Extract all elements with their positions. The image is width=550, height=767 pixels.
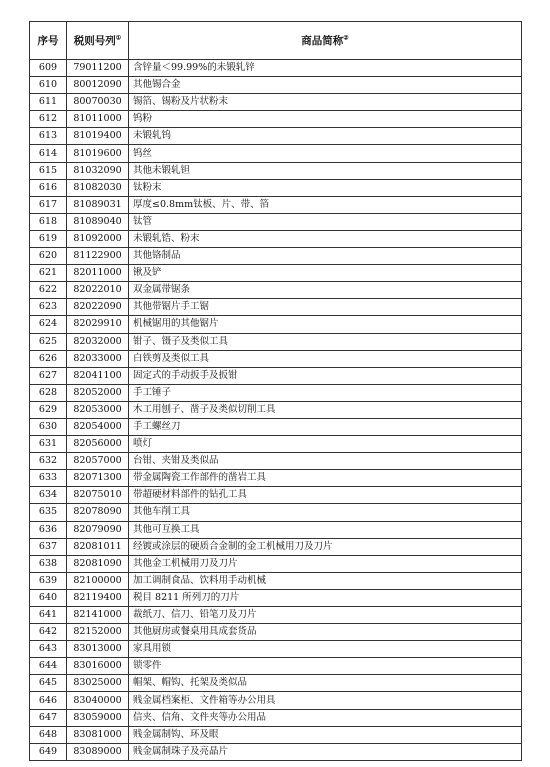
seq-cell: 620 [30, 248, 67, 265]
name-cell: 其他金工机械用刀及刀片 [129, 555, 522, 572]
table-row [30, 504, 522, 521]
table-row [30, 692, 522, 709]
name-cell: 手工锤子 [129, 384, 522, 401]
table-row [30, 128, 522, 145]
seq-cell: 613 [30, 128, 67, 145]
table-row [30, 179, 522, 196]
tariff-table-container [29, 21, 521, 761]
code-cell: 82022010 [67, 282, 129, 299]
header-row [30, 22, 522, 60]
table-row [30, 94, 522, 111]
header-code-note: ① [115, 34, 122, 42]
seq-cell: 619 [30, 230, 67, 247]
table-row [30, 282, 522, 299]
name-cell: 钳子、镊子及类似工具 [129, 333, 522, 350]
code-cell: 82079090 [67, 521, 129, 538]
name-cell: 加工调制食品、饮料用手动机械 [129, 572, 522, 589]
name-cell: 钛粉末 [129, 179, 522, 196]
table-row [30, 658, 522, 675]
code-cell: 81019400 [67, 128, 129, 145]
name-cell: 固定式的手动扳手及扳钳 [129, 367, 522, 384]
code-cell: 82141000 [67, 607, 129, 624]
table-row [30, 641, 522, 658]
code-cell: 79011200 [67, 60, 129, 77]
code-cell: 81032090 [67, 162, 129, 179]
seq-cell: 639 [30, 572, 67, 589]
code-cell: 83013000 [67, 641, 129, 658]
table-row [30, 453, 522, 470]
seq-cell: 641 [30, 607, 67, 624]
seq-cell: 621 [30, 265, 67, 282]
table-row [30, 196, 522, 213]
seq-cell: 629 [30, 401, 67, 418]
table-row [30, 248, 522, 265]
seq-cell: 611 [30, 94, 67, 111]
seq-cell: 614 [30, 145, 67, 162]
name-cell: 带金属陶瓷工作部件的凿岩工具 [129, 470, 522, 487]
seq-cell: 622 [30, 282, 67, 299]
code-cell: 83040000 [67, 692, 129, 709]
seq-cell: 646 [30, 692, 67, 709]
code-cell: 81092000 [67, 230, 129, 247]
table-row [30, 624, 522, 641]
code-cell: 83081000 [67, 726, 129, 743]
table-row [30, 111, 522, 128]
table-row [30, 572, 522, 589]
table-row [30, 709, 522, 726]
seq-cell: 616 [30, 179, 67, 196]
name-cell: 其他可互换工具 [129, 521, 522, 538]
code-cell: 82032000 [67, 333, 129, 350]
header-name-note: ② [343, 34, 349, 42]
name-cell: 税目 8211 所列刀的刀片 [129, 589, 522, 606]
seq-cell: 634 [30, 487, 67, 504]
name-cell: 贱金属制钩、环及眼 [129, 726, 522, 743]
table-row [30, 299, 522, 316]
code-cell: 82054000 [67, 418, 129, 435]
name-cell: 钨粉 [129, 111, 522, 128]
table-row [30, 436, 522, 453]
table-row [30, 726, 522, 743]
table-row [30, 470, 522, 487]
seq-cell: 647 [30, 709, 67, 726]
table-row [30, 607, 522, 624]
table-row [30, 60, 522, 77]
code-cell: 82119400 [67, 589, 129, 606]
header-code: 税则号列① [67, 22, 129, 60]
name-cell: 钨丝 [129, 145, 522, 162]
code-cell: 82056000 [67, 436, 129, 453]
name-cell: 贱金属档案柜、文件箱等办公用具 [129, 692, 522, 709]
seq-cell: 636 [30, 521, 67, 538]
name-cell: 其他锡合金 [129, 77, 522, 94]
name-cell: 未锻轧锆、粉末 [129, 230, 522, 247]
code-cell: 82075010 [67, 487, 129, 504]
code-cell: 82071300 [67, 470, 129, 487]
name-cell: 其他车削工具 [129, 504, 522, 521]
code-cell: 82033000 [67, 350, 129, 367]
code-cell: 82053000 [67, 401, 129, 418]
seq-cell: 649 [30, 743, 67, 760]
code-cell: 83089000 [67, 743, 129, 760]
seq-cell: 640 [30, 589, 67, 606]
table-header [30, 22, 522, 60]
seq-cell: 625 [30, 333, 67, 350]
code-cell: 83016000 [67, 658, 129, 675]
name-cell: 喷灯 [129, 436, 522, 453]
seq-cell: 638 [30, 555, 67, 572]
name-cell: 锁零件 [129, 658, 522, 675]
seq-cell: 633 [30, 470, 67, 487]
seq-cell: 630 [30, 418, 67, 435]
name-cell: 经镀或涂层的硬质合金制的金工机械用刀及刀片 [129, 538, 522, 555]
table-row [30, 487, 522, 504]
table-row [30, 350, 522, 367]
header-seq: 序号 [30, 22, 67, 60]
table-row [30, 743, 522, 760]
seq-cell: 618 [30, 213, 67, 230]
name-cell: 钛管 [129, 213, 522, 230]
name-cell: 台钳、夹钳及类似品 [129, 453, 522, 470]
code-cell: 82029910 [67, 316, 129, 333]
seq-cell: 648 [30, 726, 67, 743]
name-cell: 锡箔、锡粉及片状粉末 [129, 94, 522, 111]
seq-cell: 631 [30, 436, 67, 453]
name-cell: 其他铬制品 [129, 248, 522, 265]
code-cell: 82011000 [67, 265, 129, 282]
seq-cell: 623 [30, 299, 67, 316]
name-cell: 帽架、帽钩、托架及类似品 [129, 675, 522, 692]
seq-cell: 612 [30, 111, 67, 128]
table-row [30, 675, 522, 692]
code-cell: 81089040 [67, 213, 129, 230]
table-row [30, 555, 522, 572]
code-cell: 83059000 [67, 709, 129, 726]
seq-cell: 626 [30, 350, 67, 367]
table-row [30, 384, 522, 401]
code-cell: 81122900 [67, 248, 129, 265]
name-cell: 机械锯用的其他锯片 [129, 316, 522, 333]
name-cell: 裁纸刀、信刀、铅笔刀及刀片 [129, 607, 522, 624]
name-cell: 手工螺丝刀 [129, 418, 522, 435]
code-cell: 81019600 [67, 145, 129, 162]
code-cell: 82052000 [67, 384, 129, 401]
name-cell: 双金属带锯条 [129, 282, 522, 299]
code-cell: 82041100 [67, 367, 129, 384]
table-row [30, 367, 522, 384]
seq-cell: 645 [30, 675, 67, 692]
table-body [30, 60, 522, 761]
table-row [30, 333, 522, 350]
seq-cell: 632 [30, 453, 67, 470]
table-row [30, 213, 522, 230]
name-cell: 其他厨房或餐桌用具成套货品 [129, 624, 522, 641]
seq-cell: 637 [30, 538, 67, 555]
table-row [30, 401, 522, 418]
table-row [30, 77, 522, 94]
name-cell: 白铁剪及类似工具 [129, 350, 522, 367]
table-row [30, 418, 522, 435]
header-name: 商品简称② [129, 22, 522, 60]
code-cell: 80070030 [67, 94, 129, 111]
table-row [30, 162, 522, 179]
table-row [30, 521, 522, 538]
code-cell: 80012090 [67, 77, 129, 94]
code-cell: 82081090 [67, 555, 129, 572]
seq-cell: 627 [30, 367, 67, 384]
name-cell: 其他未锻轧钽 [129, 162, 522, 179]
table-row [30, 265, 522, 282]
seq-cell: 610 [30, 77, 67, 94]
table-row [30, 145, 522, 162]
code-cell: 82152000 [67, 624, 129, 641]
table-row [30, 316, 522, 333]
code-cell: 82078090 [67, 504, 129, 521]
table-row [30, 230, 522, 247]
code-cell: 81089031 [67, 196, 129, 213]
name-cell: 未锻轧钨 [129, 128, 522, 145]
seq-cell: 635 [30, 504, 67, 521]
seq-cell: 624 [30, 316, 67, 333]
code-cell: 82057000 [67, 453, 129, 470]
code-cell: 81082030 [67, 179, 129, 196]
seq-cell: 609 [30, 60, 67, 77]
name-cell: 家具用锁 [129, 641, 522, 658]
code-cell: 82100000 [67, 572, 129, 589]
name-cell: 贱金属制珠子及亮晶片 [129, 743, 522, 760]
seq-cell: 615 [30, 162, 67, 179]
name-cell: 锹及铲 [129, 265, 522, 282]
seq-cell: 643 [30, 641, 67, 658]
seq-cell: 644 [30, 658, 67, 675]
name-cell: 其他带锯片手工锯 [129, 299, 522, 316]
code-cell: 82081011 [67, 538, 129, 555]
code-cell: 81011000 [67, 111, 129, 128]
seq-cell: 628 [30, 384, 67, 401]
seq-cell: 617 [30, 196, 67, 213]
code-cell: 83025000 [67, 675, 129, 692]
name-cell: 信夹、信角、文件夹等办公用品 [129, 709, 522, 726]
name-cell: 带超硬材料部件的钻孔工具 [129, 487, 522, 504]
code-cell: 82022090 [67, 299, 129, 316]
name-cell: 含锌量＜99.99%的未锻轧锌 [129, 60, 522, 77]
tariff-table [29, 21, 522, 761]
name-cell: 木工用刨子、凿子及类似切削工具 [129, 401, 522, 418]
seq-cell: 642 [30, 624, 67, 641]
table-row [30, 589, 522, 606]
table-row [30, 538, 522, 555]
name-cell: 厚度≤0.8mm钛板、片、带、箔 [129, 196, 522, 213]
